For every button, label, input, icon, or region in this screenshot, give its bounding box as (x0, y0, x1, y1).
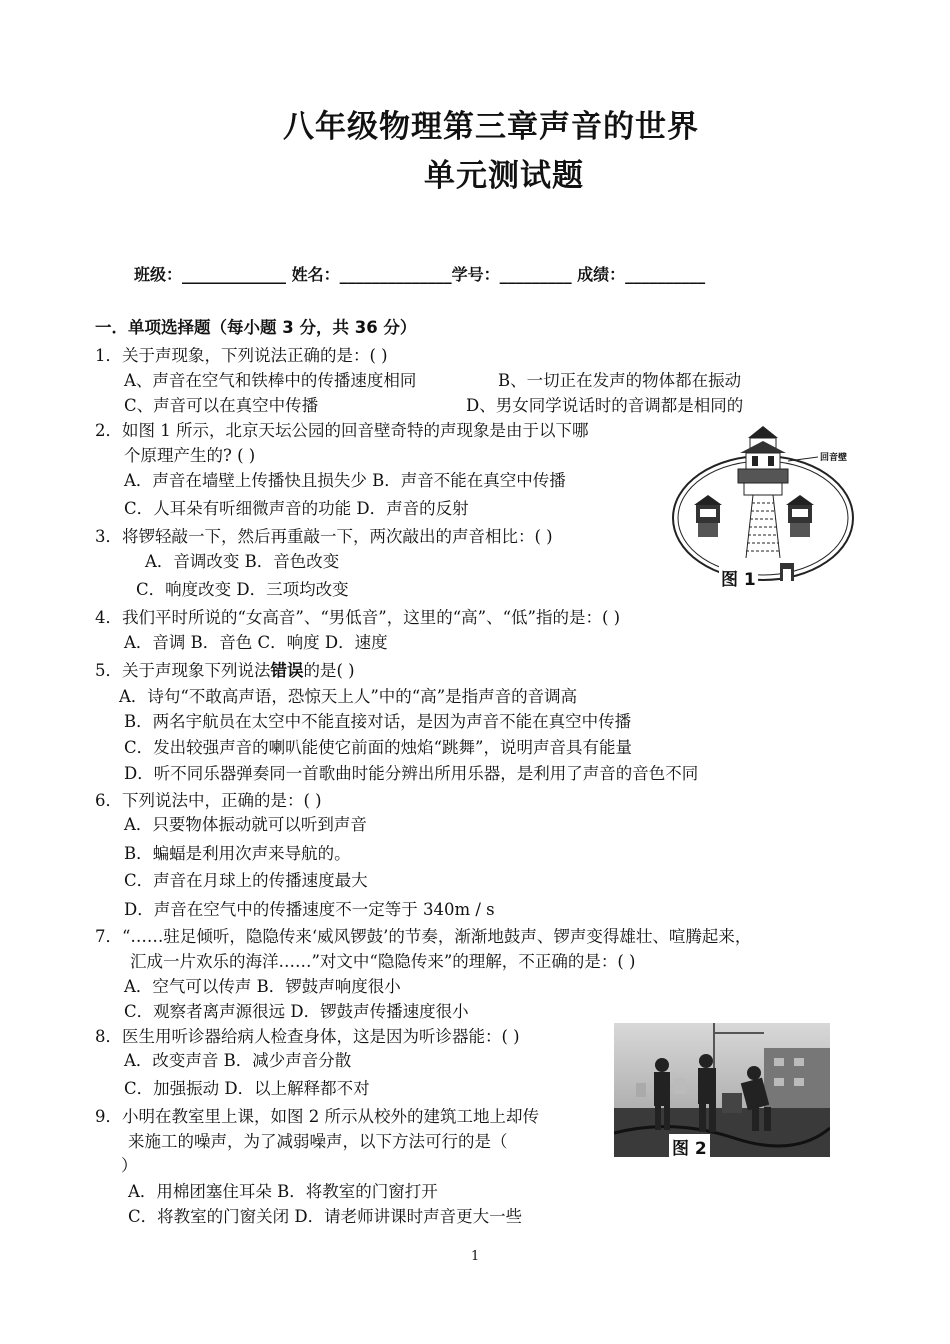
question-5-option-b: B．两名宇航员在太空中不能直接对话，是因为声音不能在真空中传播 (124, 712, 632, 731)
question-6-stem: 6．下列说法中，正确的是：( ) (95, 791, 322, 810)
question-7-stem-pre: 汇成一片欢乐的海洋……”对文中“隐隐传来”的理解， (130, 952, 519, 971)
question-9-options-ab: A．用棉团塞住耳朵 B．将教室的门窗打开 (128, 1182, 438, 1201)
student-info-line: 班级：_____________ 姓名：______________学号：_________ 成绩：__________ (134, 265, 706, 284)
question-7-stem: 7．“……驻足倾听，隐隐传来‘威风锣鼓’的节奏，渐渐地鼓声、锣声变得雄壮、喧腾起来， (95, 927, 752, 946)
figure-2 (614, 1023, 830, 1157)
page-number: 1 (471, 1249, 480, 1264)
question-8-options-ab: A．改变声音 B．减少声音分散 (124, 1051, 352, 1070)
question-8-stem: 8．医生用听诊器给病人检查身体，这是因为听诊器能：( ) (95, 1027, 520, 1046)
page-subtitle: 单元测试题 (424, 158, 584, 194)
question-6-option-c: C．声音在月球上的传播速度最大 (124, 871, 368, 890)
question-1-option-b: B、一切正在发声的物体都在振动 (498, 371, 742, 390)
figure-1-label: 图 1 (719, 565, 758, 590)
question-3-stem: 3．将锣轻敲一下，然后再重敲一下，两次敲出的声音相比：( ) (95, 527, 553, 546)
question-2-options-cd: C．人耳朵有听细微声音的功能 D．声音的反射 (124, 499, 469, 518)
question-7-stem-cont (130, 948, 635, 972)
question-5-emphasis: 错误 (270, 661, 304, 680)
question-7-options-ab: A．空气可以传声 B．锣鼓声响度很小 (124, 977, 401, 996)
echo-wall-illustration (668, 423, 858, 588)
question-7-options-cd: C．观察者离声源很远 D．锣鼓声传播速度很小 (124, 1002, 469, 1021)
question-5-stem-pre: 5．关于声现象下列说法 (95, 661, 271, 680)
question-5-option-a: A．诗句“不敢高声语，恐惊天上人”中的“高”是指声音的音调高 (119, 687, 578, 706)
question-6-option-b: B．蝙蝠是利用次声来导航的。 (124, 844, 351, 863)
figure-2-label: 图 2 (669, 1134, 710, 1157)
question-8-options-cd: C．加强振动 D．以上解释都不对 (124, 1079, 370, 1098)
question-5-option-c: C．发出较强声音的喇叭能使它前面的烛焰“跳舞”，说明声音具有能量 (124, 738, 632, 757)
question-3-options-ab: A．音调改变 B．音色改变 (145, 552, 340, 571)
question-9-stem-cont: 来施工的噪声，为了减弱噪声，以下方法可行的是（ (128, 1132, 508, 1151)
construction-site-photo (614, 1023, 830, 1157)
question-7-stem-post: 的是：( ) (567, 952, 636, 971)
question-2-options-ab: A．声音在墙壁上传播快且损失少 B．声音不能在真空中传播 (124, 471, 566, 490)
question-7-emphasis: 不正确 (518, 952, 568, 971)
figure-1-tag: 回音壁 (820, 453, 848, 463)
question-5-stem-post: 的是( ) (303, 661, 355, 680)
question-6-option-a: A．只要物体振动就可以听到声音 (124, 815, 367, 834)
question-5-stem (95, 657, 355, 681)
question-4-stem: 4．我们平时所说的“女高音”、“男低音”，这里的“高”、“低”指的是：( ) (95, 608, 621, 627)
question-1-option-a: A、声音在空气和铁棒中的传播速度相同 (124, 371, 417, 390)
question-6-option-d: D．声音在空气中的传播速度不一定等于 340m / s (124, 900, 495, 919)
question-4-options: A．音调 B．音色 C．响度 D．速度 (124, 633, 388, 652)
question-9-options-cd: C．将教室的门窗关闭 D．请老师讲课时声音更大一些 (128, 1207, 523, 1226)
question-9-stem-end: ） (121, 1156, 138, 1175)
question-1-option-c: C、声音可以在真空中传播 (124, 396, 319, 415)
section-heading: 一．单项选择题（每小题 3 分，共 36 分） (95, 318, 417, 337)
question-3-options-cd: C．响度改变 D．三项均改变 (136, 580, 349, 599)
page-title: 八年级物理第三章声音的世界 (283, 109, 699, 145)
question-1-option-d: D、男女同学说话时的音调都是相同的 (466, 396, 744, 415)
question-2-stem: 2．如图 1 所示，北京天坛公园的回音壁奇特的声现象是由于以下哪 (95, 421, 589, 440)
question-5-option-d: D．听不同乐器弹奏同一首歌曲时能分辨出所用乐器，是利用了声音的音色不同 (124, 764, 699, 783)
question-9-stem: 9．小明在教室里上课，如图 2 所示从校外的建筑工地上却传 (95, 1107, 539, 1126)
question-1-stem: 1．关于声现象，下列说法正确的是：( ) (95, 346, 388, 365)
figure-1 (668, 423, 858, 588)
question-2-stem-cont: 个原理产生的? ( ) (124, 446, 256, 465)
